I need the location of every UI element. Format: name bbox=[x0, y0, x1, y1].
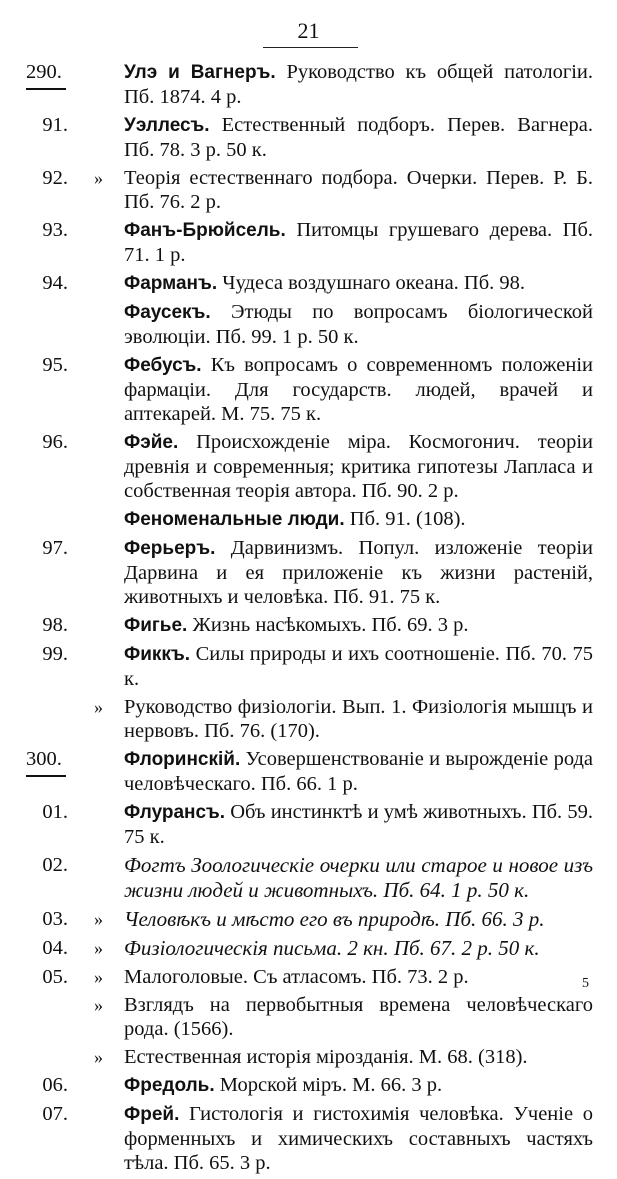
catalog-entry bbox=[0, 1045, 617, 1069]
page-number: 21 bbox=[297, 18, 320, 43]
entry-number: 07. bbox=[42, 1103, 68, 1125]
entry-text: Естественная исторія мірозданія. М. 68. (318). bbox=[124, 1046, 528, 1068]
entry-text: Руководство къ общей патологіи. Пб. 1874. 4 р. bbox=[124, 61, 594, 108]
catalog-entry bbox=[0, 536, 617, 609]
entry-author: Ферьеръ. bbox=[124, 538, 216, 559]
catalog-entry bbox=[0, 166, 617, 214]
handwritten-entry-text: Фогтъ Зоологическіе очерки или старое и новое изъ жизни людей и животныхъ. Пб. 64. 1 р. 50 к. bbox=[124, 853, 593, 902]
entry-number: 97. bbox=[42, 537, 68, 559]
handwritten-entry-text: Человѣкъ и мѣсто его въ природѣ. Пб. 66. 3 р. bbox=[124, 907, 545, 931]
catalog-entry bbox=[0, 271, 617, 296]
entry-text: Этюды по вопросамъ біологической эволюціи. Пб. 99. 1 р. 50 к. bbox=[124, 301, 593, 348]
entry-author: Фаусекъ. bbox=[124, 302, 211, 323]
entry-text: Руководство физіологіи. Вып. 1. Физіологія мышцъ и нервовъ. Пб. 76. (170). bbox=[124, 696, 593, 742]
entry-text: Къ вопросамъ о современномъ положеніи фармаціи. Для государств. людей, врачей и аптекарей. М. 75. 75 к. bbox=[124, 354, 594, 425]
entry-author: Фредоль. bbox=[124, 1075, 215, 1096]
entry-number: 300. bbox=[26, 748, 62, 770]
entry-text: Усовершенствованіе и вырожденіе рода человѣческаго. Пб. 66. 1 р. bbox=[124, 748, 594, 795]
ditto-mark: » bbox=[94, 1047, 103, 1067]
catalog-entry bbox=[0, 60, 617, 109]
entry-text: Чудеса воздушнаго океана. Пб. 98. bbox=[222, 272, 526, 294]
catalog-entry bbox=[0, 1073, 617, 1098]
entry-author: Фанъ-Брюйсель. bbox=[124, 220, 286, 241]
footer-mark: 5 bbox=[582, 976, 589, 991]
entry-number: 93. bbox=[42, 219, 68, 241]
catalog-entry bbox=[0, 300, 617, 349]
entry-number: 92. bbox=[42, 167, 68, 189]
entry-number: 96. bbox=[42, 431, 68, 453]
entry-text: Дарвинизмъ. Попул. изложеніе теоріи Дарвина и ея приложеніе къ жизни растеній, животныхъ и человѣка. Пб. 91. 75 к. bbox=[124, 537, 593, 608]
entry-text: Гистологія и гистохимія человѣка. Ученіе о форменныхъ и химическихъ составныхъ частяхъ тѣла. Пб. 65. 3 р. bbox=[124, 1103, 593, 1174]
catalog-entry bbox=[0, 853, 617, 903]
catalog-entry bbox=[0, 936, 617, 961]
catalog-entry bbox=[0, 993, 617, 1041]
catalog-entry bbox=[0, 218, 617, 267]
entry-author: Фиккъ. bbox=[124, 644, 191, 665]
entry-text: Теорія естественнаго подбора. Очерки. Перев. Р. Б. Пб. 76. 2 р. bbox=[124, 167, 593, 213]
entry-text: Взглядъ на первобытныя времена человѣческаго рода. (1566). bbox=[124, 994, 593, 1040]
entry-number: 98. bbox=[42, 614, 68, 636]
entry-number: 04. bbox=[42, 937, 68, 959]
entry-text: Естественный подборъ. Перев. Вагнера. Пб. 78. 3 р. 50 к. bbox=[124, 114, 594, 161]
catalog-entry bbox=[0, 907, 617, 932]
entry-text: Морской міръ. М. 66. 3 р. bbox=[219, 1074, 443, 1096]
entry-number: 05. bbox=[42, 966, 68, 988]
entry-text: Объ инстинктѣ и умѣ животныхъ. Пб. 59. 75 к. bbox=[124, 801, 593, 848]
catalog-entry bbox=[0, 613, 617, 638]
entry-author: Феноменальные люди. bbox=[124, 509, 345, 530]
header-rule bbox=[263, 47, 358, 48]
catalog-entry bbox=[0, 965, 617, 989]
entry-author: Флурансъ. bbox=[124, 802, 225, 823]
entry-author: Фарманъ. bbox=[124, 273, 218, 294]
entry-author: Фебусъ. bbox=[124, 355, 202, 376]
entry-text: Жизнь насѣкомыхъ. Пб. 69. 3 р. bbox=[192, 614, 469, 636]
entry-text: Происхожденіе міра. Космогонич. теоріи древнія и современныя; критика гипотезы Лапласа и собственная теорія автора. Пб. 90. 2 р. bbox=[124, 431, 593, 502]
entry-author: Фигье. bbox=[124, 615, 188, 636]
entry-number: 91. bbox=[42, 114, 68, 136]
entry-text: Силы природы и ихъ соотношеніе. Пб. 70. 75 к. bbox=[124, 643, 593, 690]
catalog-entries bbox=[0, 60, 617, 1179]
entry-number: 06. bbox=[42, 1074, 68, 1096]
entry-text: Малоголовые. Съ атласомъ. Пб. 73. 2 р. bbox=[124, 966, 469, 988]
entry-author: Улэ и Вагнеръ. bbox=[124, 62, 276, 83]
ditto-mark: » bbox=[94, 995, 103, 1015]
catalog-entry bbox=[0, 430, 617, 503]
catalog-entry bbox=[0, 353, 617, 426]
catalog-entry bbox=[0, 642, 617, 691]
ditto-mark: » bbox=[94, 967, 103, 987]
catalog-entry bbox=[0, 507, 617, 532]
entry-author: Фэйе. bbox=[124, 432, 179, 453]
ditto-mark: » bbox=[94, 909, 103, 929]
entry-number: 290. bbox=[26, 61, 62, 83]
catalog-entry bbox=[0, 800, 617, 849]
catalog-entry bbox=[0, 113, 617, 162]
ditto-mark: » bbox=[94, 697, 103, 717]
entry-number: 99. bbox=[42, 643, 68, 665]
entry-number: 95. bbox=[42, 354, 68, 376]
catalog-entry bbox=[0, 747, 617, 796]
entry-number: 01. bbox=[42, 801, 68, 823]
catalog-entry bbox=[0, 695, 617, 743]
ditto-mark: » bbox=[94, 938, 103, 958]
entry-number: 94. bbox=[42, 272, 68, 294]
entry-author: Флоринскій. bbox=[124, 749, 241, 770]
ditto-mark: » bbox=[94, 168, 103, 188]
entry-text: Питомцы грушеваго дерева. Пб. 71. 1 р. bbox=[124, 219, 593, 266]
entry-text: Пб. 91. (108). bbox=[349, 508, 466, 530]
entry-number: 02. bbox=[42, 854, 68, 876]
entry-number: 03. bbox=[42, 908, 68, 930]
entry-author: Фрей. bbox=[124, 1104, 180, 1125]
handwritten-entry-text: Физіологическія письма. 2 кн. Пб. 67. 2 р. 50 к. bbox=[124, 936, 540, 960]
entry-author: Уэллесъ. bbox=[124, 115, 210, 136]
catalog-entry bbox=[0, 1102, 617, 1175]
